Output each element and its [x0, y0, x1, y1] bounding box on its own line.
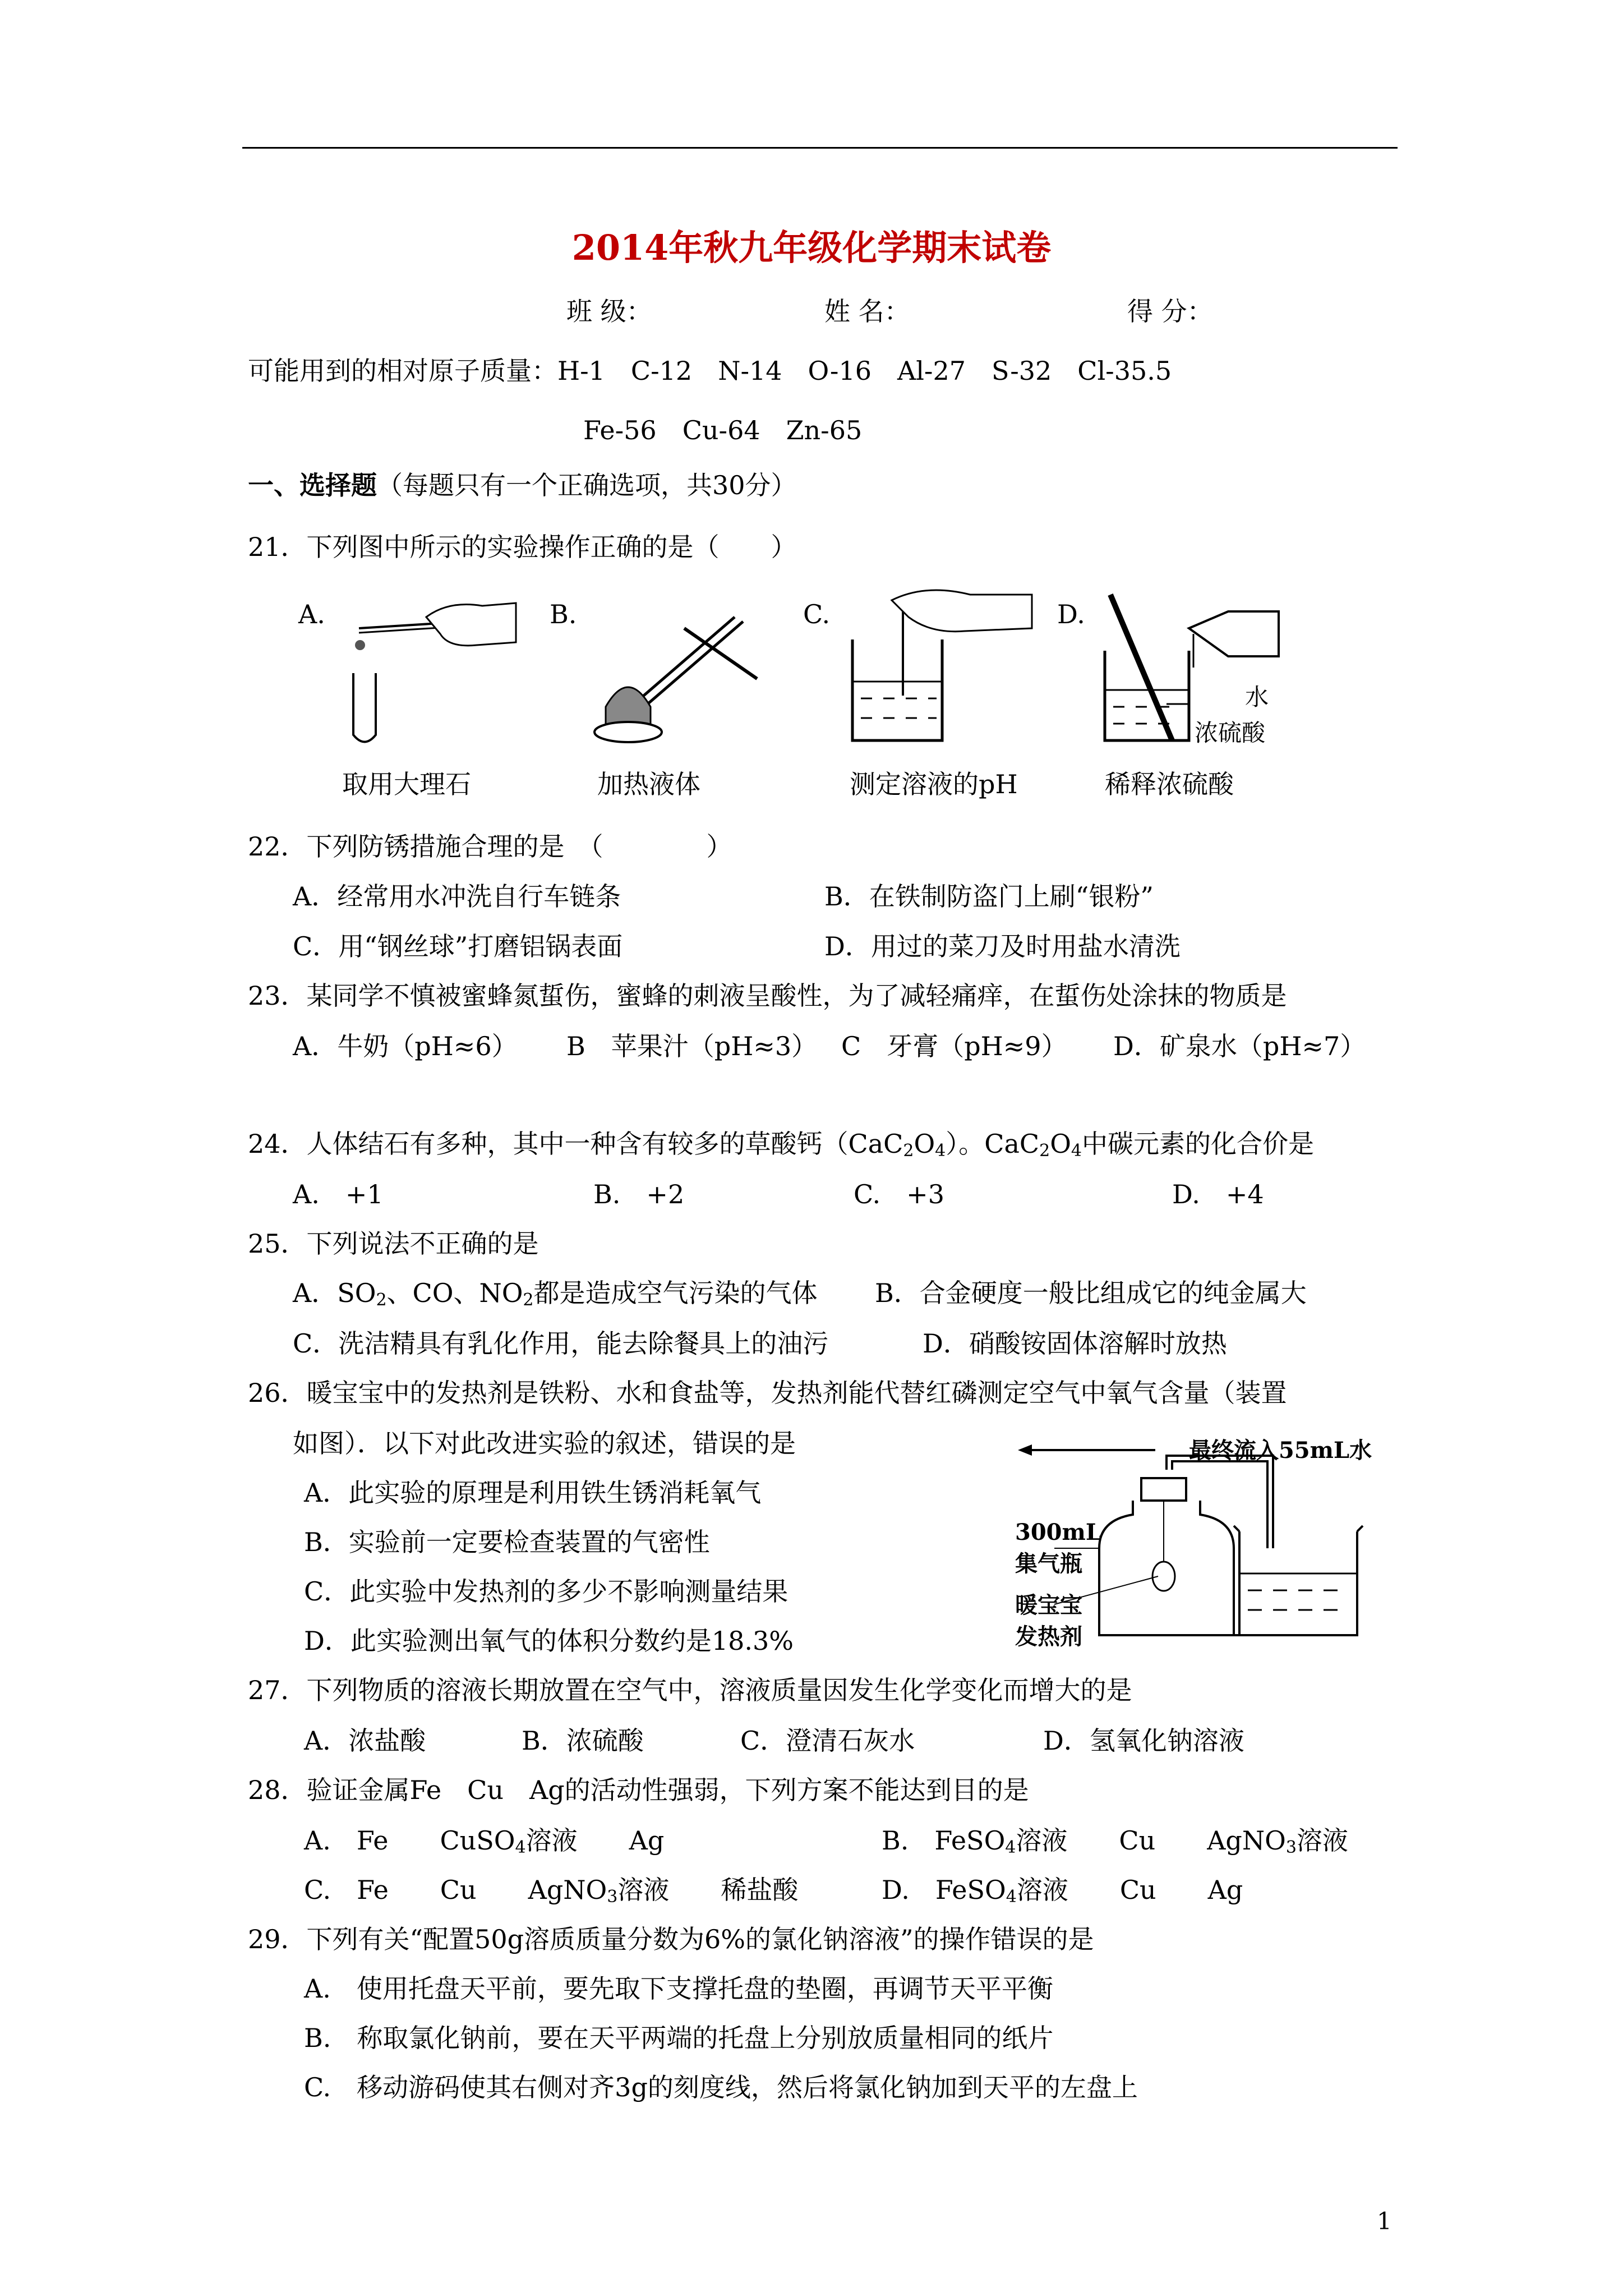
- q22-stem: 22．下列防锈措施合理的是 （ ）: [248, 831, 732, 862]
- figure-a-marble: [336, 595, 522, 746]
- atomic-mass-line1: 可能用到的相对原子质量：H-1 C-12 N-14 O-16 Al-27 S-32 Cl-35.5: [248, 356, 1172, 386]
- q25-option-a-text: 都是造成空气污染的气体: [533, 1278, 818, 1308]
- q24-option-b: B. +2: [593, 1179, 685, 1209]
- figure-q26-flow-label: 最终流入55mL水: [1189, 1437, 1372, 1464]
- q24-sub2b: 2: [1039, 1141, 1050, 1161]
- q23-option-b: B 苹果汁（pH≈3）: [566, 1031, 818, 1061]
- q23-option-c: C 牙膏（pH≈9）: [841, 1031, 1067, 1061]
- class-label: 班 级：: [566, 296, 652, 326]
- q28-option-d-sol: 溶液: [1016, 1875, 1068, 1905]
- q28-option-b: B. FeSO$_4$溶液 Cu AgNO$_3$溶液: [882, 1825, 1348, 1857]
- q24-sub4b: 4: [1071, 1141, 1082, 1161]
- q24-option-a: A. +1: [293, 1179, 384, 1209]
- q26-option-d: D．此实验测出氧气的体积分数约是18.3%: [304, 1626, 794, 1656]
- exam-title: 2014年秋九年级化学期末试卷: [571, 227, 1052, 268]
- q27-option-c: C．澄清石灰水: [740, 1726, 915, 1756]
- q24-stem-post: ）。CaC: [946, 1129, 1040, 1159]
- figure-d-acid-label: 浓硫酸: [1195, 719, 1266, 747]
- q29-option-a: A. 使用托盘天平前，要先取下支撑托盘的垫圈，再调节天平平衡: [304, 1973, 1053, 2004]
- q21-label-b: B.: [550, 599, 577, 629]
- q24-stem-mid: O: [914, 1129, 935, 1159]
- q21-caption-b: 加热液体: [597, 769, 700, 799]
- page-number: 1: [1377, 2207, 1392, 2235]
- q28-option-b-sol: 溶液: [1016, 1825, 1068, 1856]
- q21-label-c: C.: [803, 599, 831, 629]
- q26-stem-line1: 26．暖宝宝中的发热剂是铁粉、水和食盐等，发热剂能代替红磷测定空气中氧气含量（装置: [248, 1378, 1287, 1408]
- q29-option-c: C. 移动游码使其右侧对齐3g的刻度线，然后将氯化钠加到天平的左盘上: [304, 2072, 1138, 2102]
- q24-stem-pre: 24．人体结石有多种，其中一种含有较多的草酸钙（CaC: [248, 1129, 903, 1159]
- q27-option-d: D．氢氧化钠溶液: [1043, 1726, 1244, 1756]
- q23-option-a: A．牛奶（pH≈6）: [293, 1031, 518, 1061]
- q28-option-c: C. Fe Cu AgNO$_3$溶液 稀盐酸: [304, 1875, 799, 1907]
- q21-caption-d: 稀释浓硫酸: [1105, 769, 1234, 799]
- q21-label-a: A.: [298, 599, 325, 629]
- q27-option-b: B．浓硫酸: [522, 1726, 644, 1756]
- figure-b-heating: [589, 595, 768, 746]
- q29-stem: 29．下列有关“配置50g溶质质量分数为6%的氯化钠溶液”的操作错误的是: [248, 1924, 1094, 1954]
- q25-option-b: B．合金硬度一般比组成它的纯金属大: [875, 1278, 1307, 1308]
- figure-q26-heat-label2: 发热剂: [1015, 1623, 1082, 1650]
- figure-c-ph: [847, 583, 1038, 746]
- q24-sub2: 2: [903, 1141, 914, 1161]
- q29-option-b: B. 称取氯化钠前，要在天平两端的托盘上分别放质量相同的纸片: [304, 2023, 1054, 2053]
- q28-option-a-sol: 溶液: [525, 1825, 578, 1856]
- q24-option-d: D. +4: [1172, 1179, 1264, 1209]
- figure-q26-heat-label1: 暖宝宝: [1015, 1592, 1082, 1618]
- q25-option-a: A．$SO_2$、CO、$NO_2$都是造成空气污染的气体: [293, 1278, 818, 1310]
- q21-caption-a: 取用大理石: [342, 769, 471, 799]
- section-heading: [248, 472, 797, 498]
- q26-option-c: C．此实验中发热剂的多少不影响测量结果: [304, 1576, 789, 1607]
- atomic-mass-line2: Fe-56 Cu-64 Zn-65: [583, 415, 863, 445]
- q22-option-b: B．在铁制防盗门上刷“银粉”: [824, 881, 1154, 912]
- figure-q26-bottle-label: 集气瓶: [1015, 1550, 1082, 1577]
- q24-stem: [248, 1131, 1314, 1159]
- q22-option-a: A．经常用水冲洗自行车链条: [293, 881, 621, 912]
- q22-option-d: D．用过的菜刀及时用盐水清洗: [824, 931, 1181, 961]
- q28-option-a: A. Fe CuSO$_4$溶液 Ag: [304, 1825, 665, 1857]
- q24-option-c: C. +3: [854, 1179, 944, 1209]
- q26-option-a: A．此实验的原理是利用铁生锈消耗氧气: [304, 1478, 762, 1508]
- q23-option-d: D．矿泉水（pH≈7）: [1113, 1031, 1366, 1061]
- q27-stem: 27．下列物质的溶液长期放置在空气中，溶液质量因发生化学变化而增大的是: [248, 1675, 1132, 1705]
- q21-stem: 21．下列图中所示的实验操作正确的是（ ）: [248, 532, 797, 562]
- q28-option-b-sol2: 溶液: [1296, 1825, 1348, 1856]
- q25-stem: 25．下列说法不正确的是: [248, 1228, 539, 1259]
- figure-q26-volume-label: 300mL: [1015, 1519, 1101, 1545]
- q25-option-d: D．硝酸铵固体溶解时放热: [923, 1328, 1227, 1359]
- score-label: 得 分：: [1127, 296, 1213, 326]
- q24-stem-mid2: O: [1050, 1129, 1071, 1159]
- q24-stem-tail: 中碳元素的化合价是: [1082, 1129, 1314, 1159]
- figure-d-water-label: 水: [1245, 683, 1269, 711]
- q28-option-c-sol: 溶液: [617, 1875, 670, 1905]
- q28-stem: 28．验证金属Fe Cu Ag的活动性强弱，下列方案不能达到目的是: [248, 1775, 1029, 1805]
- q28-option-d: D. FeSO$_4$溶液 Cu Ag: [882, 1875, 1243, 1907]
- q24-sub4: 4: [935, 1141, 946, 1161]
- q22-option-c: C．用“钢丝球”打磨铝锅表面: [293, 931, 623, 961]
- name-label: 姓 名：: [824, 296, 910, 326]
- q21-caption-c: 测定溶液的pH: [850, 769, 1018, 799]
- q26-option-b: B．实验前一定要检查装置的气密性: [304, 1527, 710, 1557]
- q26-stem-line2: 如图）．以下对此改进实验的叙述，错误的是: [293, 1428, 796, 1458]
- q23-stem: 23．某同学不慎被蜜蜂氮蜇伤，蜜蜂的刺液呈酸性，为了减轻痛痒，在蜇伤处涂抹的物质是: [248, 981, 1287, 1011]
- q21-label-d: D.: [1057, 599, 1085, 629]
- header-rule: [242, 147, 1398, 149]
- q25-option-c: C．洗洁精具有乳化作用，能去除餐具上的油污: [293, 1328, 829, 1359]
- section-note: （每题只有一个正确选项，共30分）: [377, 470, 797, 500]
- section-title: 一、选择题: [248, 470, 377, 500]
- q27-option-a: A．浓盐酸: [304, 1726, 426, 1756]
